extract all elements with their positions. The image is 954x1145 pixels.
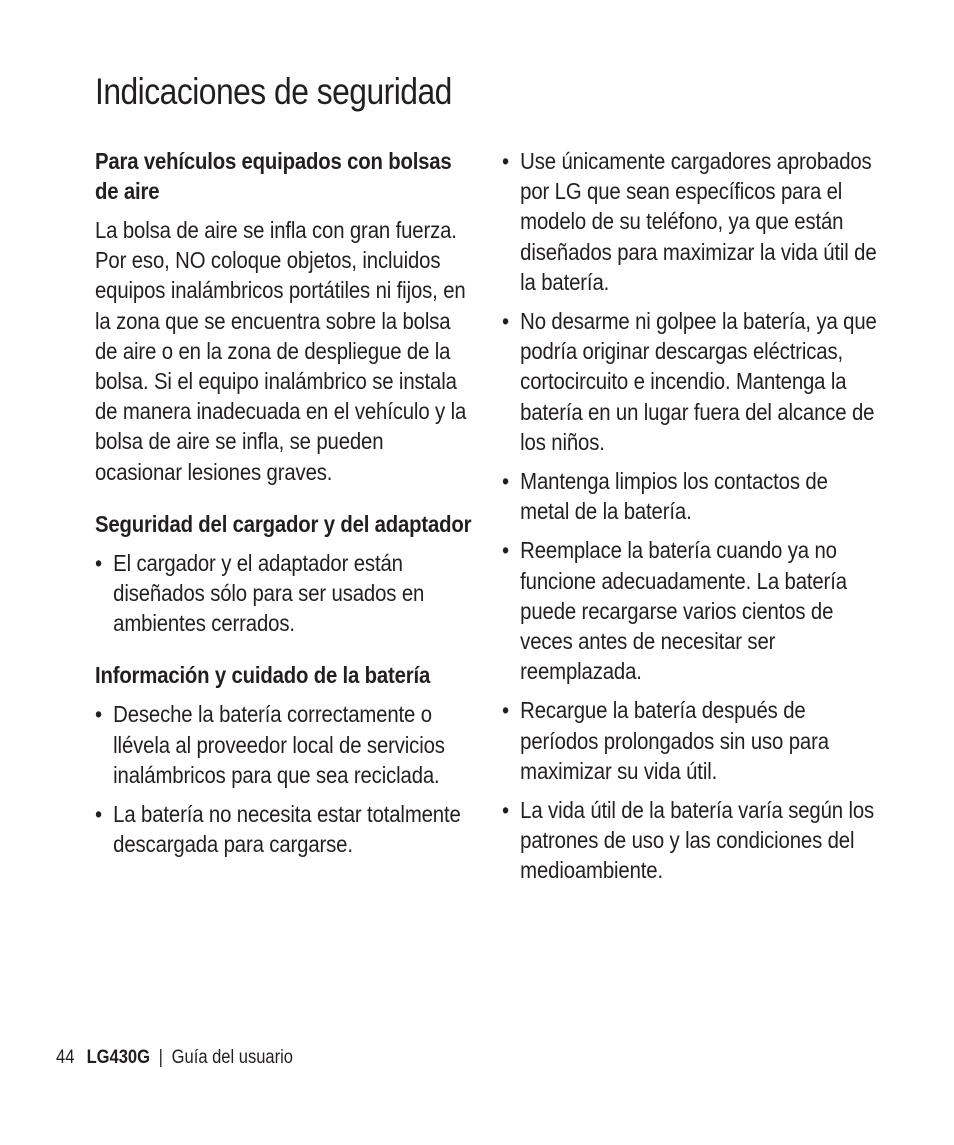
list-item — [502, 466, 880, 526]
list-item — [502, 146, 880, 297]
bullet-icon: • — [502, 468, 509, 495]
list-item — [95, 548, 473, 639]
bullet-icon: • — [95, 701, 102, 728]
right-column — [502, 146, 880, 895]
page-title: Indicaciones de seguridad — [95, 71, 452, 112]
list-item-text: Deseche la batería correctamente o llévela al proveedor local de servicios inalámbricos para que sea reciclada. — [113, 701, 445, 788]
guide-label: Guía del usuario — [171, 1047, 293, 1068]
list-item — [502, 795, 880, 886]
bullet-icon: • — [95, 801, 102, 828]
section-charger-safety — [95, 509, 473, 639]
airbag-paragraph: La bolsa de aire se infla con gran fuerza. Por eso, NO coloque objetos, incluidos equipos inalámbricos portátiles ni fijos, en la zona que se encuentra sobre la bolsa de aire o en la zona de despliegue de la bolsa. Si el equipo inalámbrico se instala de manera inadecuada en el vehículo y la bolsa de aire se infla, se pueden ocasionar lesiones graves. — [95, 217, 467, 485]
list-item-text: Recargue la batería después de períodos prolongados sin uso para maximizar su vida útil. — [520, 697, 829, 784]
left-column — [95, 146, 473, 868]
battery-bullet-list — [95, 699, 473, 859]
list-item-text: Mantenga limpios los contactos de metal de la batería. — [520, 468, 828, 525]
page-footer — [56, 1046, 293, 1070]
list-item-text: No desarme ni golpee la batería, ya que podría originar descargas eléctricas, cortocircuito e incendio. Mantenga la batería en un lugar fuera del alcance de los niños. — [520, 308, 877, 455]
section-battery-care — [95, 660, 473, 859]
footer-separator: | — [158, 1047, 163, 1068]
list-item — [95, 799, 473, 859]
section-heading-charger: Seguridad del cargador y del adaptador — [95, 510, 472, 537]
page-number: 44 — [56, 1047, 75, 1068]
bullet-icon: • — [502, 537, 509, 564]
bullet-icon: • — [95, 549, 102, 576]
bullet-icon: • — [502, 148, 509, 174]
model-name: LG430G — [86, 1047, 150, 1068]
right-column-content — [502, 146, 880, 886]
list-item-text: El cargador y el adaptador están diseñados sólo para ser usados en ambientes cerrados. — [113, 549, 425, 637]
bullet-icon: • — [502, 797, 509, 824]
list-item-text: La batería no necesita estar totalmente descargada para cargarse. — [113, 801, 461, 858]
bullet-icon: • — [502, 697, 509, 724]
section-spacer — [95, 487, 473, 509]
list-item-text: La vida útil de la batería varía según los patrones de uso y las condiciones del medioambiente. — [520, 797, 875, 884]
section-airbags — [95, 146, 473, 487]
list-item — [502, 695, 880, 786]
list-item — [502, 306, 880, 457]
list-item — [502, 535, 880, 686]
charger-bullet-list — [95, 548, 473, 639]
left-column-content — [95, 146, 473, 859]
battery-bullet-list-continued — [502, 146, 880, 886]
bullet-icon: • — [502, 308, 509, 335]
section-spacer — [95, 647, 473, 660]
section-heading-airbags: Para vehículos equipados con bolsas de aire — [95, 148, 452, 204]
list-item — [95, 699, 473, 790]
list-item-text: Use únicamente cargadores aprobados por LG que sean específicos para el modelo de su teléfono, ya que están diseñados para maximizar la vida útil de la batería. — [520, 148, 877, 295]
list-item-text: Reemplace la batería cuando ya no funcione adecuadamente. La batería puede recargarse varios cientos de veces antes de necesitar ser reemplazada. — [520, 537, 847, 685]
section-heading-battery: Información y cuidado de la batería — [95, 662, 431, 689]
